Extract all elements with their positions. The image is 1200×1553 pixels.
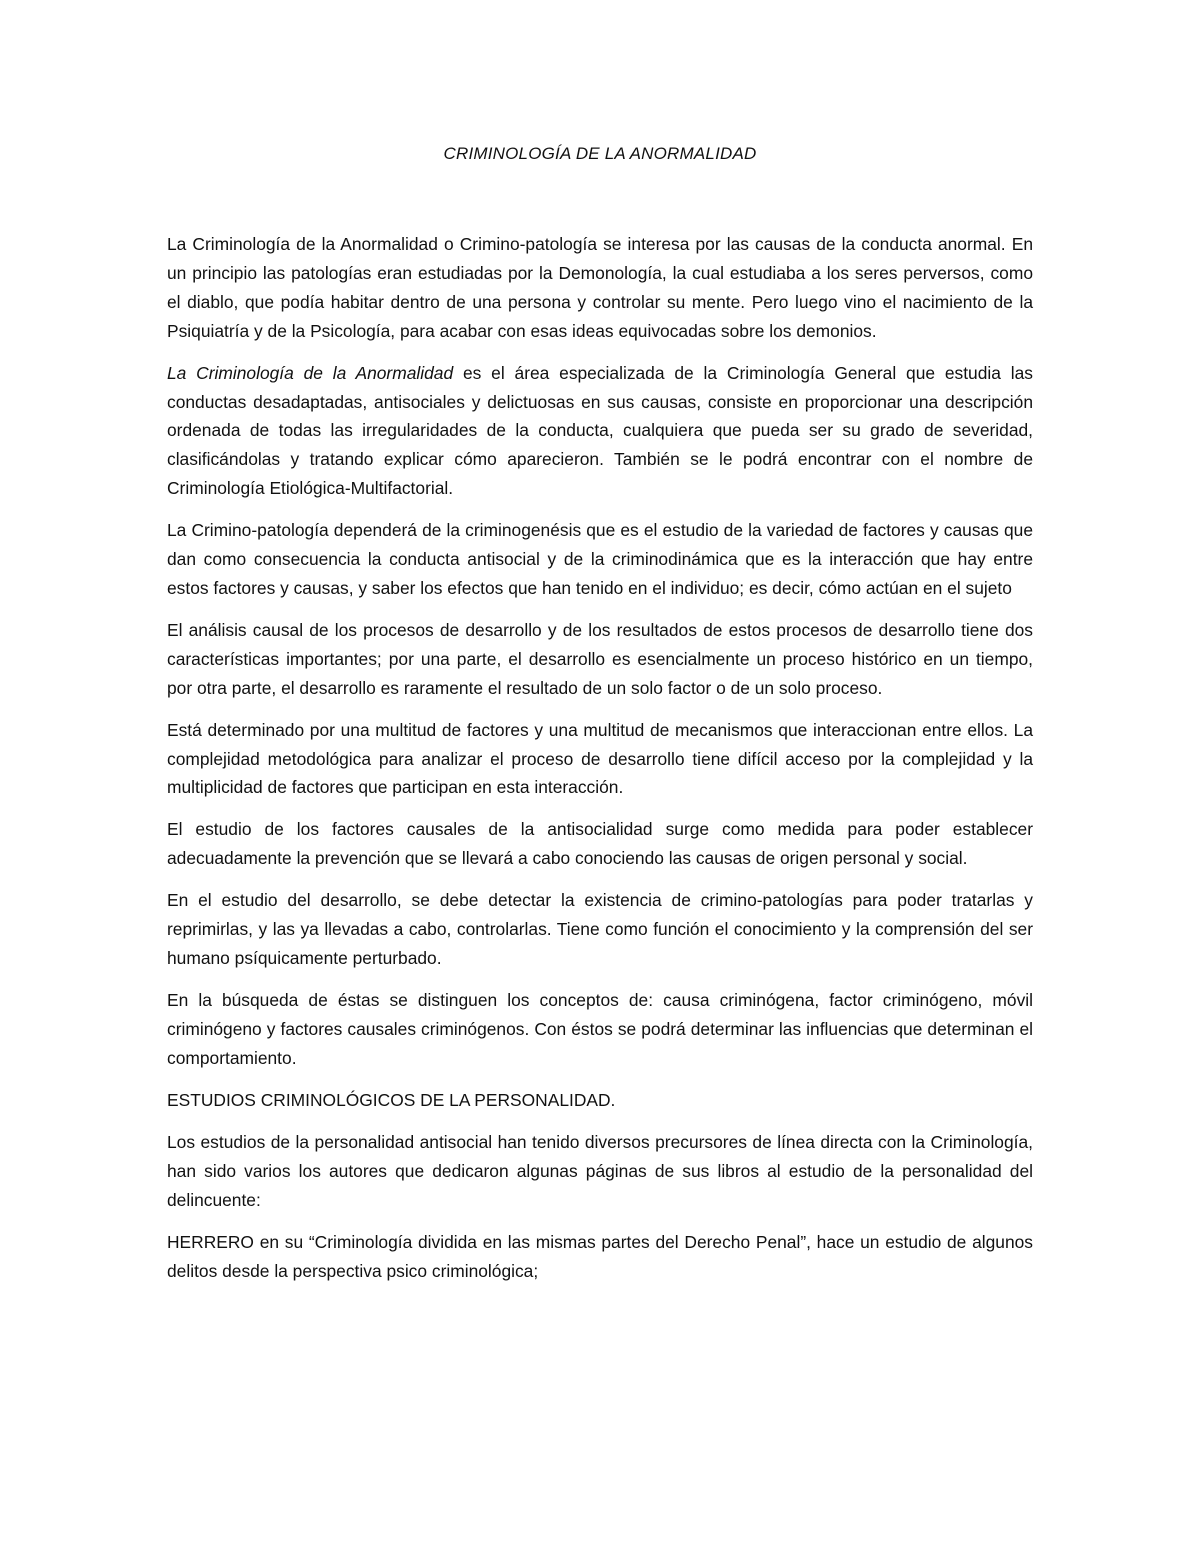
paragraph-7: En el estudio del desarrollo, se debe detectar la existencia de crimino-patologías para poder tratarlas y reprimirlas, y las ya llevadas a cabo, controlarlas. Tiene como función el conocimiento y la comprensión del ser humano psíquicamente perturbado. (167, 890, 1033, 968)
section-heading: ESTUDIOS CRIMINOLÓGICOS DE LA PERSONALIDAD. (167, 1089, 616, 1110)
paragraph-5: Está determinado por una multitud de factores y una multitud de mecanismos que interaccionan entre ellos. La complejidad metodológica para analizar el proceso de desarrollo tiene difícil acceso por la complejidad y la multiplicidad de factores que participan en esta interacción. (167, 719, 1033, 798)
document-title: CRIMINOLOGÍA DE LA ANORMALIDAD (443, 144, 757, 163)
paragraph-8: En la búsqueda de éstas se distinguen los conceptos de: causa criminógena, factor criminógeno, móvil criminógeno y factores causales criminógenos. Con éstos se podrá determinar las influencias que determinan el comportamiento. (167, 989, 1033, 1068)
paragraph-3: La Crimino-patología dependerá de la criminogenésis que es el estudio de la variedad de factores y causas que dan como consecuencia la conducta antisocial y de la criminodinámica que es la interacción que hay entre estos factores y causas, y saber los efectos que han tenido en el individuo; es decir, cómo actúan en el sujeto (167, 520, 1033, 598)
paragraph-4: El análisis causal de los procesos de desarrollo y de los resultados de estos procesos de desarrollo tiene dos características importantes; por una parte, el desarrollo es esencialmente un proceso histórico en un tiempo, por otra parte, el desarrollo es raramente el resultado de un solo factor o de un solo proceso. (167, 619, 1033, 698)
paragraph-6: El estudio de los factores causales de la antisocialidad surge como medida para poder establecer adecuadamente la prevención que se llevará a cabo conociendo las causas de origen personal y social. (167, 819, 1033, 869)
paragraph-2-text: es el área especializada de la Criminología General que estudia las conductas desadaptadas, antisociales y delictuosas en sus causas, consiste en proporcionar una descripción ordenada de todas las irregularidades de la conducta, cualquiera que pueda ser su grado de severidad, clasificándolas y tratando explicar cómo aparecieron. También se le podrá encontrar con el nombre de Criminología Etiológica-Multifactorial. (167, 362, 1033, 499)
paragraph-2 (167, 359, 1033, 504)
paragraph-10: HERRERO en su “Criminología dividida en las mismas partes del Derecho Penal”, hace un estudio de algunos delitos desde la perspectiva psico criminológica; (167, 1232, 1033, 1282)
paragraph-2-italic-lead: La Criminología de la Anormalidad (167, 362, 454, 383)
document-page (167, 140, 1033, 1299)
paragraph-1: La Criminología de la Anormalidad o Crimino-patología se interesa por las causas de la conducta anormal. En un principio las patologías eran estudiadas por la Demonología, la cual estudiaba a los seres perversos, como el diablo, que podía habitar dentro de una persona y controlar su mente. Pero luego vino el nacimiento de la Psiquiatría y de la Psicología, para acabar con esas ideas equivocadas sobre los demonios. (167, 234, 1033, 341)
paragraph-9: Los estudios de la personalidad antisocial han tenido diversos precursores de línea directa con la Criminología, han sido varios los autores que dedicaron algunas páginas de sus libros al estudio de la personalidad del delincuente: (167, 1132, 1033, 1211)
